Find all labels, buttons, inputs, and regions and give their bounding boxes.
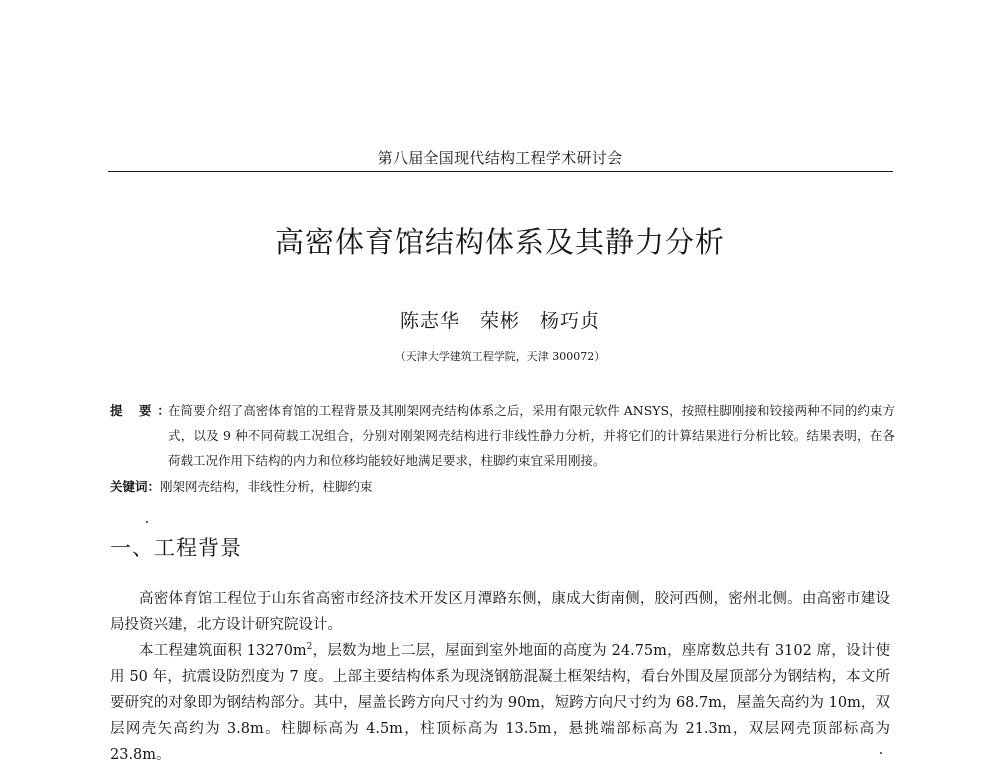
- scan-speck: [146, 521, 148, 523]
- paragraph-2-rest: ，层数为地上二层，屋面到室外地面的高度为 24.75m，座席数总共有 3102 席，设计使用 50 年，抗震设防烈度为 7 度。上部主要结构体系为现浇钢筋混凝土框架结构，看台外围及屋顶部分为钢结构，本文所要研究的对象即为钢结构部分。其中，屋盖长跨方向尺寸约为 90m，短跨方向尺寸约为 68.7m，屋盖矢高约为 10m，双层网壳矢高约为 3.8m。柱脚标高为 4.5m，柱顶标高为 13.5m，悬挑端部标高为 21.3m，双层网壳顶部标高为 23.8m。: [110, 643, 890, 763]
- abstract-label: 提 要：: [110, 403, 176, 418]
- running-header: 第八届全国现代结构工程学术研讨会: [377, 149, 623, 167]
- affiliation: （天津大学建筑工程学院，天津 300072）: [394, 350, 606, 363]
- header-rule: [108, 171, 893, 172]
- section-body: [110, 586, 890, 768]
- keywords-label: 关键词：: [110, 479, 161, 494]
- section-heading: 一、工程背景: [110, 536, 242, 560]
- abstract: [110, 398, 895, 473]
- area-superscript: 2: [306, 642, 313, 653]
- paragraph-2-start: 本工程建筑面积 13270m: [139, 643, 307, 659]
- scan-speck: [880, 752, 882, 754]
- authors: 陈志华 荣彬 杨巧贞: [399, 310, 600, 332]
- abstract-text: 在简要介绍了高密体育馆的工程背景及其刚架网壳结构体系之后，采用有限元软件 ANSYS，按照柱脚刚接和铰接两种不同的约束方式，以及 9 种不同荷载工况组合，分别对刚架网壳结构进行非线性静力分析，并将它们的计算结果进行分析比较。结果表明，在各荷载工况作用下结构的内力和位移均能较好地满足要求，柱脚约束宜采用刚接。: [168, 403, 895, 468]
- paragraph-1: 高密体育馆工程位于山东省高密市经济技术开发区月潭路东侧，康成大街南侧，胶河西侧，密州北侧。由高密市建设局投资兴建，北方设计研究院设计。: [110, 591, 890, 633]
- keywords: [110, 474, 895, 499]
- keywords-text: 刚架网壳结构，非线性分析，柱脚约束: [160, 479, 373, 494]
- paragraph-2: [110, 638, 890, 768]
- paper-title: 高密体育馆结构体系及其静力分析: [274, 225, 725, 259]
